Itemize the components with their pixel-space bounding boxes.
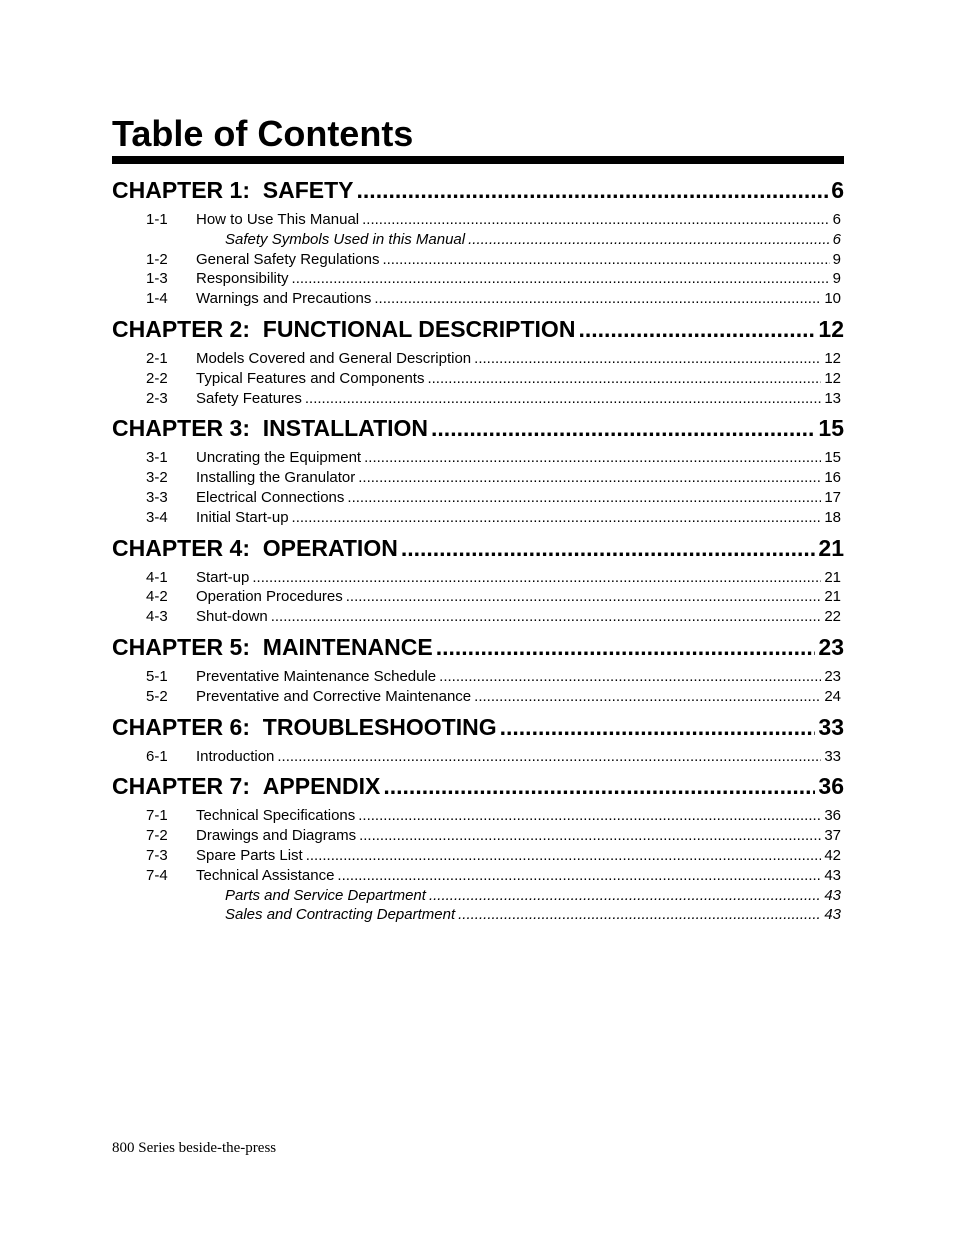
toc-chapter-3[interactable] xyxy=(112,414,844,442)
entry-title: Shut-down xyxy=(196,608,268,626)
toc-entry[interactable] xyxy=(112,269,844,289)
toc-entry[interactable] xyxy=(112,448,844,468)
entry-title: Typical Features and Components xyxy=(196,369,425,387)
dot-leader xyxy=(292,269,830,289)
entry-number: 1-3 xyxy=(146,270,168,288)
dot-leader xyxy=(292,508,822,528)
entry-number: 2-2 xyxy=(146,369,168,387)
dot-leader xyxy=(374,289,821,309)
chapter-entries xyxy=(112,448,844,527)
toc-page xyxy=(112,112,844,931)
entry-page-number: 43 xyxy=(824,886,841,904)
entry-page-number: 23 xyxy=(824,667,841,685)
entry-number: 1-1 xyxy=(146,211,168,228)
chapter-page-number: 33 xyxy=(818,713,844,740)
entry-number: 2-1 xyxy=(146,349,168,367)
entry-page-number: 24 xyxy=(824,687,841,705)
entry-number: 7-2 xyxy=(146,827,168,845)
entry-title: Spare Parts List xyxy=(196,846,303,864)
dot-leader xyxy=(359,826,821,846)
toc-entry[interactable] xyxy=(112,468,844,488)
toc-list xyxy=(112,176,844,925)
entry-title: Initial Start-up xyxy=(196,508,289,526)
toc-entry[interactable] xyxy=(112,846,844,866)
entry-page-number: 15 xyxy=(824,449,841,467)
entry-page-number: 12 xyxy=(824,349,841,367)
dot-leader xyxy=(474,349,821,369)
entry-title: Electrical Connections xyxy=(196,488,345,506)
toc-entry[interactable] xyxy=(112,687,844,707)
toc-entry[interactable] xyxy=(112,369,844,389)
toc-entry[interactable] xyxy=(112,568,844,588)
dot-leader xyxy=(305,389,821,409)
entry-page-number: 21 xyxy=(824,588,841,606)
entry-title: Technical Assistance xyxy=(196,866,335,884)
entry-page-number: 22 xyxy=(824,608,841,626)
entry-page-number: 16 xyxy=(824,469,841,487)
entry-page-number: 17 xyxy=(824,488,841,506)
entry-number: 5-2 xyxy=(146,687,168,705)
dot-leader xyxy=(277,747,821,767)
toc-chapter-1[interactable] xyxy=(112,176,844,204)
toc-subentry[interactable] xyxy=(112,886,844,906)
entry-number: 5-1 xyxy=(146,667,168,685)
entry-page-number: 43 xyxy=(824,866,841,884)
dot-leader xyxy=(364,448,821,468)
chapter-page-number: 12 xyxy=(818,315,844,342)
dot-leader xyxy=(362,210,830,230)
entry-number: 7-4 xyxy=(146,866,168,884)
dot-leader xyxy=(436,633,816,661)
entry-page-number: 10 xyxy=(824,290,841,308)
entry-number: 3-1 xyxy=(146,449,168,467)
entry-number: 4-3 xyxy=(146,608,168,626)
entry-title: Preventative and Corrective Maintenance xyxy=(196,687,472,705)
entry-title: Safety Symbols Used in this Manual xyxy=(225,230,466,248)
chapter-page-number: 15 xyxy=(818,415,844,442)
dot-leader xyxy=(358,806,821,826)
toc-entry[interactable] xyxy=(112,607,844,627)
entry-title: Operation Procedures xyxy=(196,588,343,606)
chapter-entries xyxy=(112,568,844,627)
chapter-heading: CHAPTER 2: FUNCTIONAL DESCRIPTION xyxy=(112,315,576,342)
entry-number: 3-2 xyxy=(146,469,168,487)
toc-entry[interactable] xyxy=(112,349,844,369)
dot-leader xyxy=(382,250,829,270)
entry-number: 6-1 xyxy=(146,747,168,765)
entry-page-number: 6 xyxy=(832,230,841,248)
title-rule xyxy=(112,156,844,164)
chapter-heading: CHAPTER 3: INSTALLATION xyxy=(112,415,429,442)
dot-leader xyxy=(383,772,815,800)
entry-title: Introduction xyxy=(196,747,275,765)
entry-number: 3-4 xyxy=(146,508,168,526)
dot-leader xyxy=(401,534,816,562)
entry-title: Parts and Service Department xyxy=(225,886,426,904)
toc-chapter-2[interactable] xyxy=(112,315,844,343)
entry-number: 4-1 xyxy=(146,568,168,586)
entry-title: General Safety Regulations xyxy=(196,250,380,268)
dot-leader xyxy=(429,886,821,906)
toc-entry[interactable] xyxy=(112,210,844,230)
entry-title: Models Covered and General Description xyxy=(196,349,472,367)
entry-number: 1-4 xyxy=(146,290,168,308)
dot-leader xyxy=(431,414,815,442)
dot-leader xyxy=(474,687,821,707)
chapter-heading: CHAPTER 7: APPENDIX xyxy=(112,773,381,800)
toc-entry[interactable] xyxy=(112,806,844,826)
dot-leader xyxy=(500,713,816,741)
chapter-entries xyxy=(112,349,844,408)
dot-leader xyxy=(337,866,821,886)
toc-entry[interactable] xyxy=(112,488,844,508)
toc-chapter-6[interactable] xyxy=(112,713,844,741)
dot-leader xyxy=(271,607,822,627)
toc-entry[interactable] xyxy=(112,389,844,409)
dot-leader xyxy=(346,587,822,607)
entry-page-number: 36 xyxy=(824,807,841,825)
entry-title: Start-up xyxy=(196,568,250,586)
page-footer: 800 Series beside-the-press xyxy=(112,1140,277,1156)
chapter-heading: CHAPTER 4: OPERATION xyxy=(112,534,398,561)
dot-leader xyxy=(468,230,830,250)
dot-leader xyxy=(458,905,821,925)
entry-number: 7-3 xyxy=(146,846,168,864)
dot-leader xyxy=(578,315,815,343)
toc-chapter-5[interactable] xyxy=(112,633,844,661)
entry-number: 1-2 xyxy=(146,250,168,268)
chapter-heading: CHAPTER 1: SAFETY xyxy=(112,177,354,203)
entry-title: How to Use This Manual xyxy=(196,211,360,228)
entry-page-number: 43 xyxy=(824,906,841,924)
entry-title: Sales and Contracting Department xyxy=(225,906,456,924)
toc-chapter-7[interactable] xyxy=(112,772,844,800)
dot-leader xyxy=(252,568,821,588)
toc-chapter-4[interactable] xyxy=(112,534,844,562)
entry-page-number: 9 xyxy=(832,270,841,288)
dot-leader xyxy=(347,488,821,508)
entry-page-number: 37 xyxy=(824,827,841,845)
entry-number: 7-1 xyxy=(146,807,168,825)
chapter-heading: CHAPTER 5: MAINTENANCE xyxy=(112,633,433,660)
entry-number: 3-3 xyxy=(146,488,168,506)
entry-page-number: 18 xyxy=(824,508,841,526)
chapter-entries xyxy=(112,210,844,309)
entry-page-number: 12 xyxy=(824,369,841,387)
chapter-heading: CHAPTER 6: TROUBLESHOOTING xyxy=(112,713,497,740)
chapter-entries xyxy=(112,667,844,707)
toc-entry[interactable] xyxy=(112,250,844,270)
entry-title: Safety Features xyxy=(196,389,302,407)
toc-entry[interactable] xyxy=(112,508,844,528)
toc-entry[interactable] xyxy=(112,587,844,607)
entry-title: Installing the Granulator xyxy=(196,469,356,487)
entry-page-number: 42 xyxy=(824,846,841,864)
dot-leader xyxy=(427,369,821,389)
toc-entry[interactable] xyxy=(112,289,844,309)
entry-title: Uncrating the Equipment xyxy=(196,449,362,467)
dot-leader xyxy=(439,667,821,687)
entry-page-number: 9 xyxy=(832,250,841,268)
toc-subentry[interactable] xyxy=(112,230,844,250)
entry-title: Preventative Maintenance Schedule xyxy=(196,667,437,685)
chapter-page-number: 21 xyxy=(818,534,844,561)
toc-entry[interactable] xyxy=(112,826,844,846)
dot-leader xyxy=(306,846,822,866)
entry-title: Responsibility xyxy=(196,270,289,288)
chapter-page-number: 36 xyxy=(818,773,844,800)
entry-number: 4-2 xyxy=(146,588,168,606)
toc-entry[interactable] xyxy=(112,747,844,767)
chapter-entries xyxy=(112,747,844,767)
entry-page-number: 13 xyxy=(824,389,841,407)
dot-leader xyxy=(358,468,821,488)
entry-title: Drawings and Diagrams xyxy=(196,827,357,845)
chapter-page-number: 23 xyxy=(818,633,844,660)
entry-page-number: 21 xyxy=(824,568,841,586)
dot-leader xyxy=(357,176,829,204)
entry-page-number: 33 xyxy=(824,747,841,765)
page-title: Table of Contents xyxy=(112,113,414,154)
entry-number: 2-3 xyxy=(146,389,168,407)
entry-page-number: 6 xyxy=(832,211,841,228)
toc-entry[interactable] xyxy=(112,866,844,886)
entry-title: Technical Specifications xyxy=(196,807,356,825)
toc-subentry[interactable] xyxy=(112,905,844,925)
chapter-entries xyxy=(112,806,844,925)
entry-title: Warnings and Precautions xyxy=(196,290,372,308)
toc-entry[interactable] xyxy=(112,667,844,687)
chapter-page-number: 6 xyxy=(831,177,844,203)
